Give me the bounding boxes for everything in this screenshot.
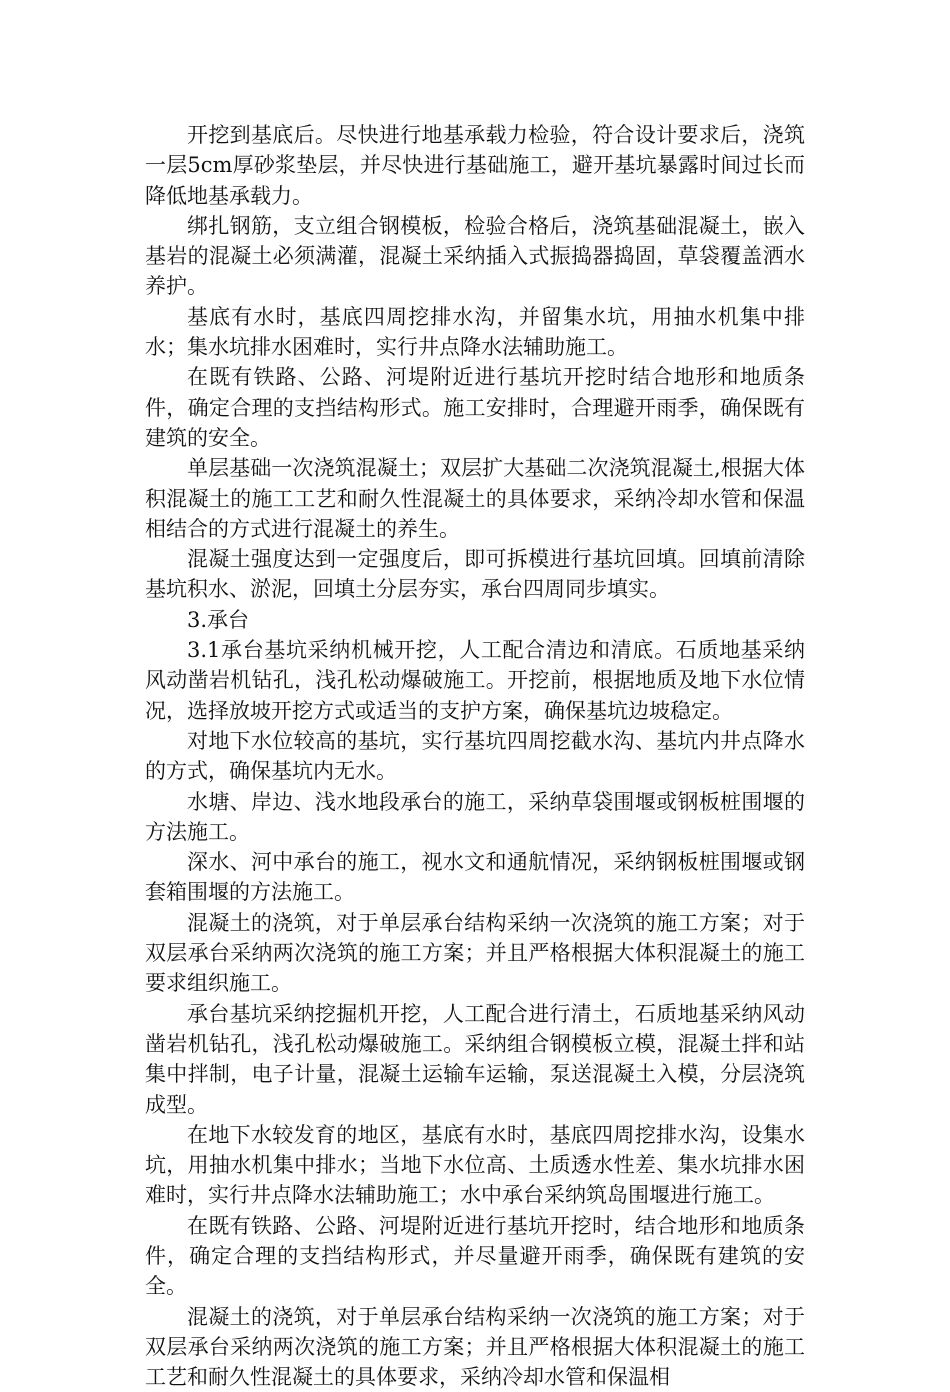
- paragraph-cap-pouring-2: 混凝土的浇筑，对于单层承台结构采纳一次浇筑的施工方案；对于双层承台采纳两次浇筑的施工方案；并且严格根据大体积混凝土的施工工艺和耐久性混凝土的具体要求，采纳冷却水管和保温相: [145, 1304, 805, 1390]
- paragraph-concrete-pouring: 单层基础一次浇筑混凝土；双层扩大基础二次浇筑混凝土,根据大体积混凝土的施工工艺和耐久性混凝土的具体要求，采纳冷却水管和保温相结合的方式进行混凝土的养生。: [145, 456, 805, 541]
- document-page: [145, 120, 805, 1392]
- paragraph-existing-structures-2: 在既有铁路、公路、河堤附近进行基坑开挖时，结合地形和地质条件，确定合理的支挡结构形式，并尽量避开雨季，确保既有建筑的安全。: [145, 1213, 805, 1299]
- paragraph-groundwater: 对地下水位较高的基坑，实行基坑四周挖截水沟、基坑内井点降水的方式，确保基坑内无水。: [145, 728, 805, 784]
- paragraph-deep-water: 深水、河中承台的施工，视水文和通航情况，采纳钢板桩围堰或钢套箱围堰的方法施工。: [145, 850, 805, 905]
- paragraph-pile-cap-excavation: 3.1承台基坑采纳机械开挖，人工配合清边和清底。石质地基采纳风动凿岩机钻孔，浅孔松动爆破施工。开挖前，根据地质及地下水位情况，选择放坡开挖方式或适当的支护方案，确保基坑边坡稳定。: [145, 638, 805, 723]
- paragraph-cap-pouring: 混凝土的浇筑，对于单层承台结构采纳一次浇筑的施工方案；对于双层承台采纳两次浇筑的施工方案；并且严格根据大体积混凝土的施工要求组织施工。: [145, 910, 805, 996]
- section-heading-pile-cap: 3.承台: [187, 607, 250, 632]
- paragraph-rebar-formwork: 绑扎钢筋，支立组合钢模板，检验合格后，浇筑基础混凝土，嵌入基岩的混凝土必须满灌，混凝土采纳插入式振捣器捣固，草袋覆盖洒水养护。: [145, 213, 805, 299]
- paragraph-backfill: 混凝土强度达到一定强度后，即可拆模进行基坑回填。回填前清除基坑积水、淤泥，回填土分层夯实，承台四周同步填实。: [145, 547, 805, 602]
- paragraph-excavation-inspection: 开挖到基底后。尽快进行地基承载力检验，符合设计要求后，浇筑一层5cm厚砂浆垫层，并尽快进行基础施工，避开基坑暴露时间过长而降低地基承载力。: [145, 123, 805, 208]
- paragraph-drainage: 基底有水时，基底四周挖排水沟，并留集水坑，用抽水机集中排水；集水坑排水困难时，实行井点降水法辅助施工。: [145, 304, 805, 360]
- paragraph-existing-structures: 在既有铁路、公路、河堤附近进行基坑开挖时结合地形和地质条件，确定合理的支挡结构形式。施工安排时，合理避开雨季，确保既有建筑的安全。: [145, 365, 805, 450]
- paragraph-groundwater-areas: 在地下水较发育的地区，基底有水时，基底四周挖排水沟，设集水坑，用抽水机集中排水；当地下水位高、土质透水性差、集水坑排水困难时，实行井点降水法辅助施工；水中承台采纳筑岛围堰进行施工。: [145, 1122, 805, 1208]
- paragraph-cap-construction: 承台基坑采纳挖掘机开挖，人工配合进行清土，石质地基采纳风动凿岩机钻孔，浅孔松动爆破施工。采纳组合钢模板立模，混凝土拌和站集中拌制，电子计量，混凝土运输车运输，泵送混凝土入模，分层浇筑成型。: [145, 1001, 805, 1117]
- paragraph-shallow-water: 水塘、岸边、浅水地段承台的施工，采纳草袋围堰或钢板桩围堰的方法施工。: [145, 789, 805, 844]
